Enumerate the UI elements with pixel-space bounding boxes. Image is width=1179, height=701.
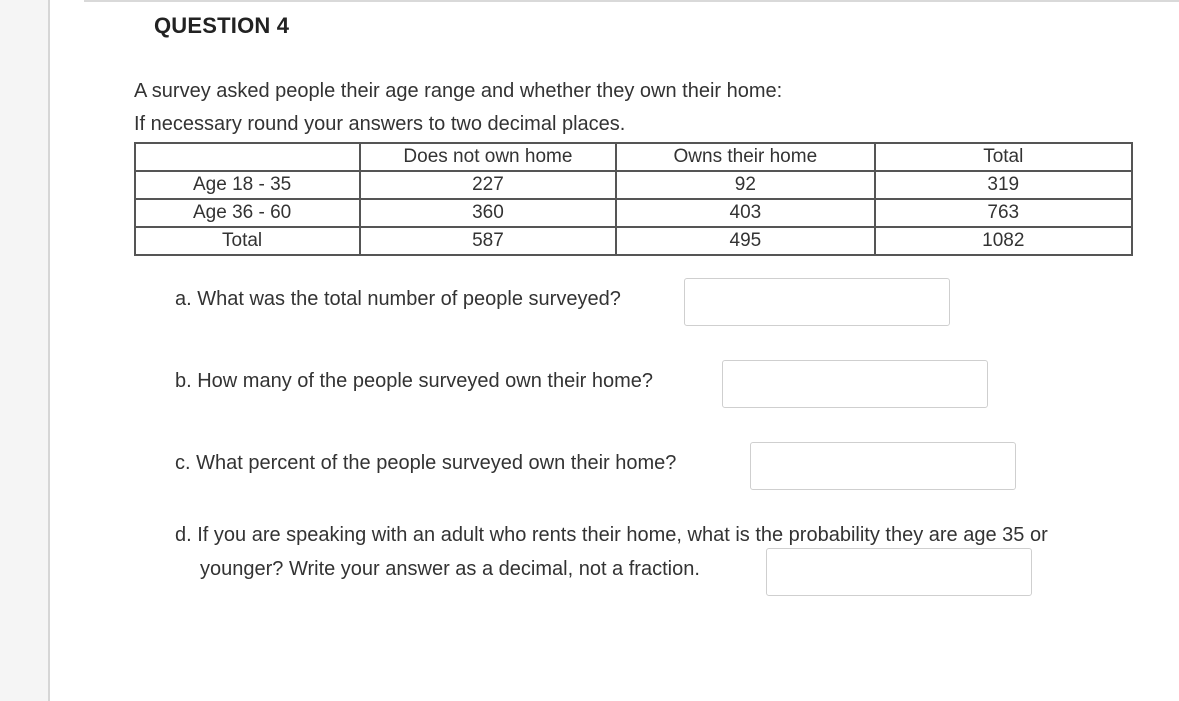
- table-cell: 403: [616, 199, 874, 227]
- answer-c-input[interactable]: [750, 442, 1016, 490]
- intro-line: If necessary round your answers to two decimal places.: [134, 113, 626, 135]
- table-header-cell: Owns their home: [616, 143, 874, 171]
- table-row: [135, 199, 1132, 227]
- table-cell: 360: [360, 199, 616, 227]
- table-header-row: [135, 143, 1132, 171]
- question-a-text: a. What was the total number of people surveyed?: [175, 288, 621, 310]
- left-gutter: [0, 0, 50, 701]
- table-header-cell: Does not own home: [360, 143, 616, 171]
- question-title: QUESTION 4: [154, 13, 290, 38]
- table-header-cell: [135, 143, 360, 171]
- table-cell: 227: [360, 171, 616, 199]
- table-cell: 587: [360, 227, 616, 255]
- intro-line: A survey asked people their age range and whether they own their home:: [134, 80, 783, 102]
- question-d-text-line2: younger? Write your answer as a decimal, not a fraction.: [200, 558, 700, 580]
- table-row: [135, 227, 1132, 255]
- answer-a-input[interactable]: [684, 278, 950, 326]
- answer-d-input[interactable]: [766, 548, 1032, 596]
- table-cell: 1082: [875, 227, 1132, 255]
- question-c-text: c. What percent of the people surveyed own their home?: [175, 452, 677, 474]
- table-cell: 495: [616, 227, 874, 255]
- table-cell: 92: [616, 171, 874, 199]
- table-row-label: Age 36 - 60: [135, 199, 360, 227]
- table-header-cell: Total: [875, 143, 1132, 171]
- survey-table: [134, 142, 1133, 256]
- answer-b-input[interactable]: [722, 360, 988, 408]
- table-row-label: Age 18 - 35: [135, 171, 360, 199]
- question-intro: [134, 75, 782, 141]
- table-cell: 319: [875, 171, 1132, 199]
- question-b-text: b. How many of the people surveyed own their home?: [175, 370, 654, 392]
- question-d-text-line1: d. If you are speaking with an adult who rents their home, what is the probability they are age 35 or: [175, 524, 1048, 546]
- table-row: [135, 171, 1132, 199]
- table-cell: 763: [875, 199, 1132, 227]
- table-row-label: Total: [135, 227, 360, 255]
- divider: [84, 0, 1179, 2]
